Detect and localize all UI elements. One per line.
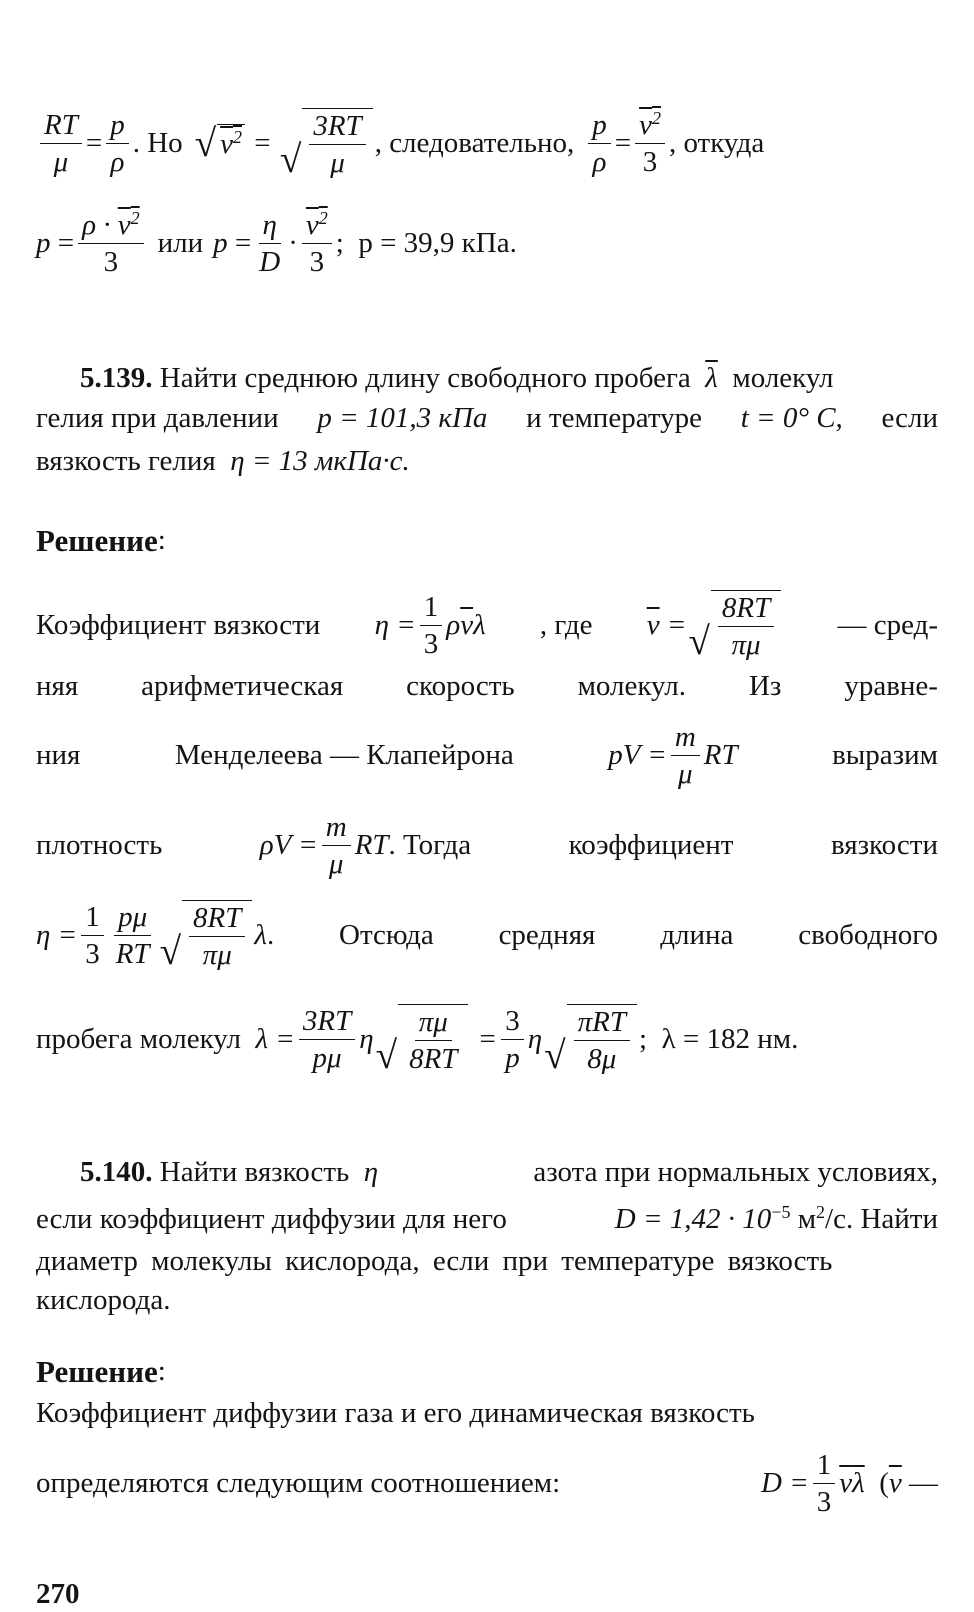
intro-but: . Но	[132, 126, 183, 159]
viscosity-expanded-formula: η = $\frac{1}{3}$ $\frac{p\mu}{RT}$ √ $\frac{8RT}{\pi\mu}$ λ .	[36, 900, 275, 973]
solution-139-line-1	[36, 590, 938, 661]
solution-139-line-5	[36, 900, 938, 971]
problem-140-text-1: Найти вязкость	[159, 1156, 350, 1188]
problem-139-pressure-label: гелия при давлении	[36, 402, 279, 434]
word: длина	[660, 918, 734, 951]
problem-139-line-1: 5.139. Найти среднюю длину свободного пробега $\overline{\lambda}$ молекул	[80, 362, 834, 394]
intro-result: p = 39,9 кПа.	[358, 227, 517, 260]
word: коэффициент	[568, 829, 734, 862]
solution-140-dash: —	[909, 1467, 938, 1500]
solution-heading-text: Решение	[36, 1354, 158, 1389]
problem-140-exponent: −5	[771, 1202, 791, 1223]
problem-139-text-1: Найти среднюю длину свободного пробега	[159, 362, 691, 394]
viscosity-formula: η = $\frac{1}{3}$ ρ $\overline{v}$ λ	[374, 590, 486, 660]
word: молекул.	[577, 670, 687, 702]
viscosity-coefficient-label: Коэффициент вязкости	[36, 608, 321, 641]
word: ния	[36, 739, 81, 772]
problem-140-text-1b: азота при нормальных условиях,	[533, 1156, 938, 1188]
diffusion-formula: D = $\frac{1}{3}$ $\overline{v}$ $\overline{\lambda}$ ( $\overline{v}$ —	[761, 1449, 938, 1519]
word: няя	[36, 670, 79, 702]
fraction-rho-v2-3: $\frac{\rho \cdot v^2}{3}$	[78, 210, 144, 278]
word: арифметическая	[141, 670, 344, 702]
fraction-eta-d: $\frac{\eta}{D}$	[259, 209, 281, 279]
mean-velocity-formula: $\overline{v}$ = √ $\frac{8RT}{\pi\mu}$	[647, 590, 784, 661]
then-label: . Тогда	[388, 829, 472, 862]
solution-139-heading: Решение :	[36, 523, 166, 558]
fraction-v2-3: $\frac{v^2}{3}$	[635, 110, 665, 178]
word: уравне-	[844, 670, 938, 702]
word: выразим	[832, 739, 938, 772]
solution-140-text-2: определяются следующим соотношением:	[36, 1467, 561, 1500]
solution-140-heading: Решение :	[36, 1354, 166, 1389]
solution-139-line-6: пробега молекул λ = $\frac{3RT}{p\mu}$ η √ $\frac{\pi\mu}{8RT}$ = $\frac{3}{p}$ η √ $\frac{\text{πRT}}{8\mu}$ ; λ = 182 нм.	[36, 1004, 799, 1077]
problem-140-line-2: если коэффициент диффузии для него $D = 1,42 \cdot 10^{-5}$ $м^2/с$. Найти	[36, 1202, 938, 1235]
problem-139-text-1-end: молекул	[732, 362, 834, 394]
solution-139-line-3	[36, 722, 938, 790]
word: средняя	[498, 918, 596, 951]
problem-139-temperature-label: и температуре	[526, 402, 702, 434]
solution-139-line-1-end: — сред-	[837, 608, 938, 641]
intro-whence: , откуда	[668, 126, 765, 159]
mean-free-path-formula: λ = $\frac{3RT}{p\mu}$ η √ $\frac{\pi\mu}{8RT}$ = $\frac{3}{p}$ η √ $\frac{\text{πRT}}{8\mu}$	[255, 1004, 639, 1075]
intro-consequently: , следовательно,	[374, 126, 575, 159]
problem-140-diffusion-label: если коэффициент диффузии для него	[36, 1203, 507, 1235]
page-number: 270	[36, 1578, 80, 1610]
fraction-v2-3-b: $\frac{v^2}{3}$	[302, 210, 332, 278]
problem-140-line-4	[36, 1286, 938, 1315]
problem-139-viscosity-label: вязкость гелия	[36, 445, 216, 477]
intro-line-2: p = $\frac{\rho \cdot v^2}{3}$ или p = $\frac{\eta}{D}$ · $\frac{v^2}{3}$ ; p = 39,9 кПа.	[36, 208, 517, 279]
solution-heading-text: Решение	[36, 523, 158, 558]
problem-140-text-3: диаметр молекулы кислорода, если при температуре вязкость	[36, 1245, 833, 1277]
solution-140-line-2	[36, 1450, 938, 1518]
intro-line-1: $\frac{RT}{\mu}$ = $\frac{p}{\rho}$ . Но √ $v^2$ = √ $\frac{3RT}{\mu}$ , следовательно, $\frac{p}{\rho}$ = $\frac{v^2}{3}$ , откуда	[36, 108, 938, 179]
problem-140-line-1: 5.140. Найти вязкость η азота при нормальных условиях,	[80, 1156, 938, 1188]
problem-140-number: 5.140.	[80, 1156, 153, 1188]
word: Отсюда	[339, 918, 434, 951]
fraction-p-rho-2: $\frac{p}{\rho}$	[588, 110, 611, 178]
problem-140-text-4: кислорода.	[36, 1284, 171, 1316]
word: Из	[748, 670, 782, 702]
density-formula: ρV = $\frac{m}{\mu}$ RT	[259, 811, 389, 881]
mean-free-path-result: λ = 182 нм.	[661, 1022, 799, 1055]
problem-140-diffusion-value: D = 1,42 · 10	[614, 1203, 772, 1235]
fraction-rt-mu: $\frac{RT}{\mu}$	[40, 110, 82, 178]
word: скорость	[406, 670, 515, 702]
solution-139-line-4	[36, 812, 938, 880]
problem-140-unit: м	[797, 1203, 817, 1235]
word: вязкости	[830, 829, 938, 862]
mean-free-path-label: пробега молекул	[36, 1022, 241, 1055]
problem-139-pressure-value: p = 101,3 кПа	[317, 402, 488, 434]
fraction-p-rho: $\frac{p}{\rho}$	[106, 110, 129, 178]
mendeleev-clapeyron-formula: pV = $\frac{m}{\mu}$ RT	[608, 721, 738, 791]
solution-140-text-1: Коэффициент диффузии газа и его динамическая вязкость	[36, 1397, 755, 1429]
problem-139-viscosity-value: η = 13 мкПа·с.	[230, 445, 410, 477]
problem-139-line-3	[36, 447, 938, 476]
problem-139-if: если	[881, 402, 938, 434]
intro-or: или	[157, 227, 204, 260]
where-label: , где	[539, 608, 593, 641]
problem-140-find: Найти	[860, 1203, 938, 1235]
problem-139-number: 5.139.	[80, 362, 153, 394]
problem-140-unit-b: /с.	[825, 1203, 854, 1235]
word: плотность	[36, 829, 163, 862]
mendeleev-clapeyron-label: Менделеева — Клапейрона	[174, 739, 514, 772]
sqrt-mean-square-velocity: √ $v^2$	[195, 124, 245, 163]
problem-139-line-2	[36, 404, 938, 433]
sqrt-3rt-mu: √ $\frac{3RT}{\mu}$	[280, 108, 373, 179]
solution-139-line-2	[36, 672, 938, 701]
problem-140-line-3	[36, 1247, 938, 1276]
word: свободного	[798, 918, 938, 951]
solution-140-line-1	[36, 1399, 938, 1428]
problem-139-temperature-value: t = 0° С,	[740, 402, 843, 434]
